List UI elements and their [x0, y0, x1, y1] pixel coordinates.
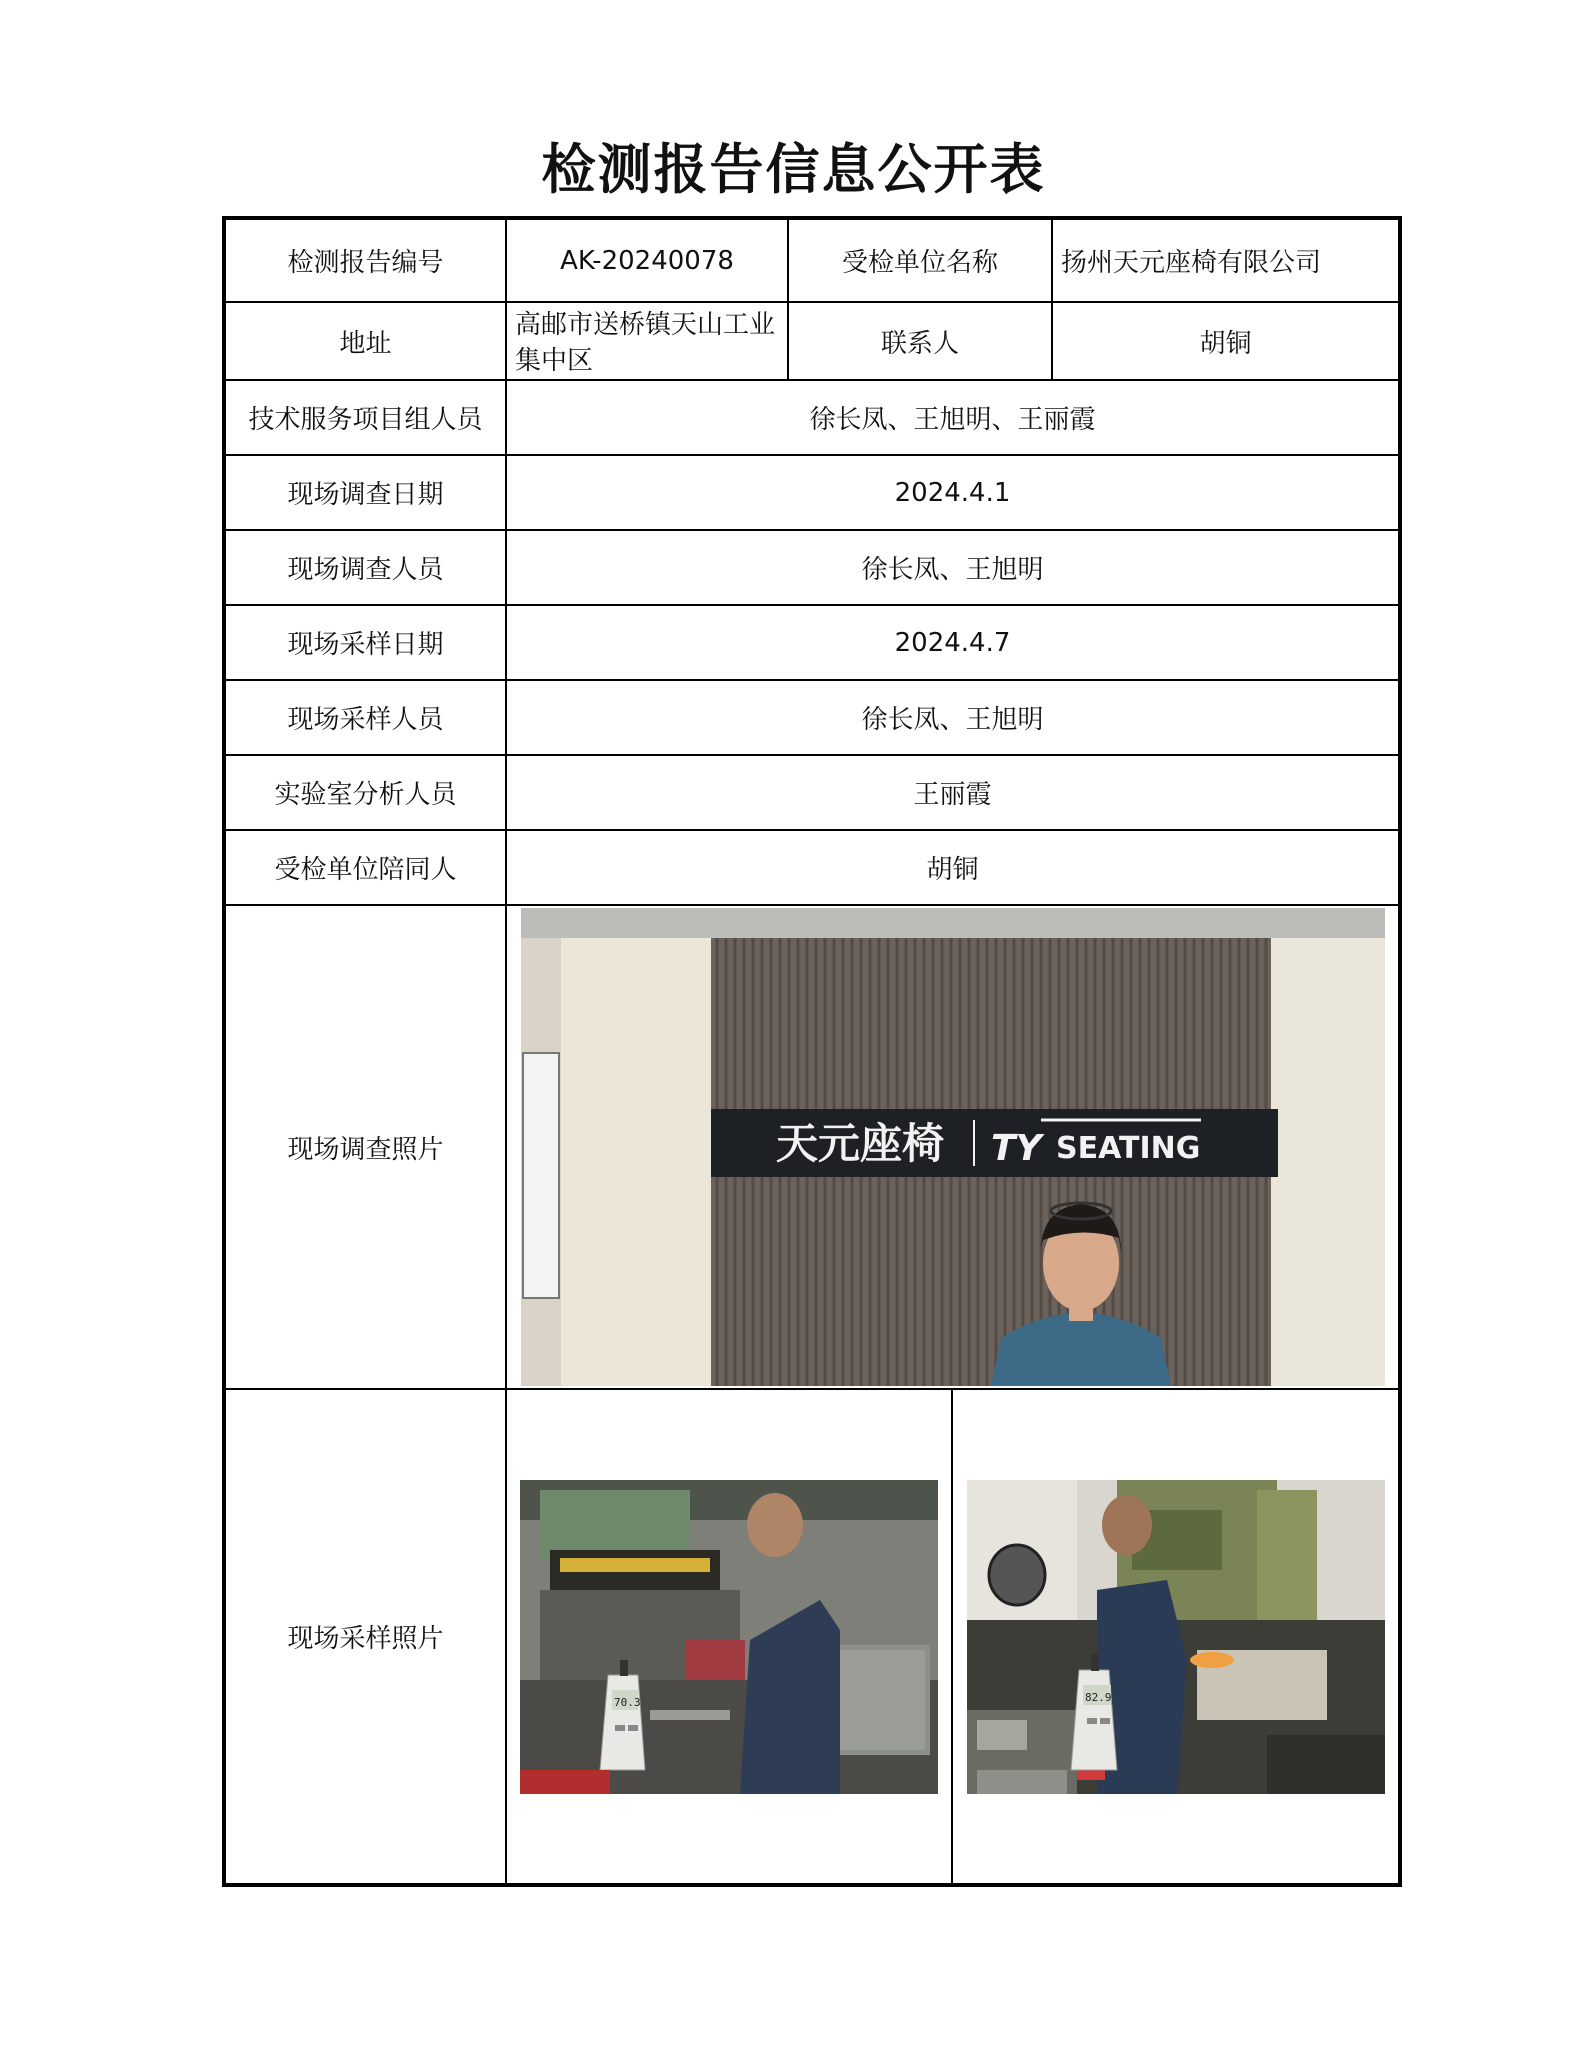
team-label: 技术服务项目组人员 [224, 380, 506, 455]
sampling-date-label: 现场采样日期 [224, 605, 506, 680]
escort-value: 胡铜 [506, 830, 1400, 905]
survey-photo [521, 908, 1385, 1386]
meter-reading-1: 70.3 [614, 1695, 641, 1709]
survey-date-value: 2024.4.1 [506, 455, 1400, 530]
table-row [224, 905, 1400, 1389]
table-row [224, 455, 1400, 530]
survey-photo-cell [506, 905, 1400, 1389]
sampling-photo-cell-1 [506, 1389, 952, 1885]
sign-cn-text: 天元座椅 [775, 1119, 944, 1168]
contact-label: 联系人 [788, 302, 1052, 380]
sampling-staff-value: 徐长凤、王旭明 [506, 680, 1400, 755]
sampling-photo-1-image [520, 1480, 938, 1794]
page-title: 检测报告信息公开表 [541, 137, 1046, 201]
table-row [224, 380, 1400, 455]
table-row [224, 605, 1400, 680]
table-row [224, 302, 1400, 380]
table-row [224, 1389, 1400, 1885]
survey-photo-label: 现场调查照片 [224, 905, 506, 1389]
table-row [224, 755, 1400, 830]
lab-staff-label: 实验室分析人员 [224, 755, 506, 830]
survey-date-label: 现场调查日期 [224, 455, 506, 530]
survey-photo-image [521, 908, 1385, 1386]
sampling-photo-cell-2 [952, 1389, 1400, 1885]
address-label: 地址 [224, 302, 506, 380]
lab-staff-value: 王丽霞 [506, 755, 1400, 830]
contact-value: 胡铜 [1052, 302, 1400, 380]
table-row [224, 830, 1400, 905]
sampling-photo-2-image [967, 1480, 1385, 1794]
unit-name-value: 扬州天元座椅有限公司 [1052, 218, 1400, 302]
table-row [224, 218, 1400, 302]
survey-staff-value: 徐长凤、王旭明 [506, 530, 1400, 605]
sign-logo-text: TY [990, 1128, 1042, 1169]
unit-name-label: 受检单位名称 [788, 218, 1052, 302]
sampling-date-value: 2024.4.7 [506, 605, 1400, 680]
report-table [222, 216, 1402, 1887]
survey-staff-label: 现场调查人员 [224, 530, 506, 605]
table-row [224, 680, 1400, 755]
report-no-value: AK-20240078 [506, 218, 788, 302]
sampling-staff-label: 现场采样人员 [224, 680, 506, 755]
sampling-photo-2 [967, 1480, 1385, 1794]
sampling-photo-1 [520, 1480, 938, 1794]
sampling-photo-label: 现场采样照片 [224, 1389, 506, 1885]
sign-en-text: SEATING [1055, 1131, 1200, 1166]
team-value: 徐长凤、王旭明、王丽霞 [506, 380, 1400, 455]
address-value: 高邮市送桥镇天山工业集中区 [506, 302, 788, 380]
meter-reading-2: 82.9 [1084, 1690, 1111, 1704]
table-row [224, 530, 1400, 605]
escort-label: 受检单位陪同人 [224, 830, 506, 905]
report-no-label: 检测报告编号 [224, 218, 506, 302]
